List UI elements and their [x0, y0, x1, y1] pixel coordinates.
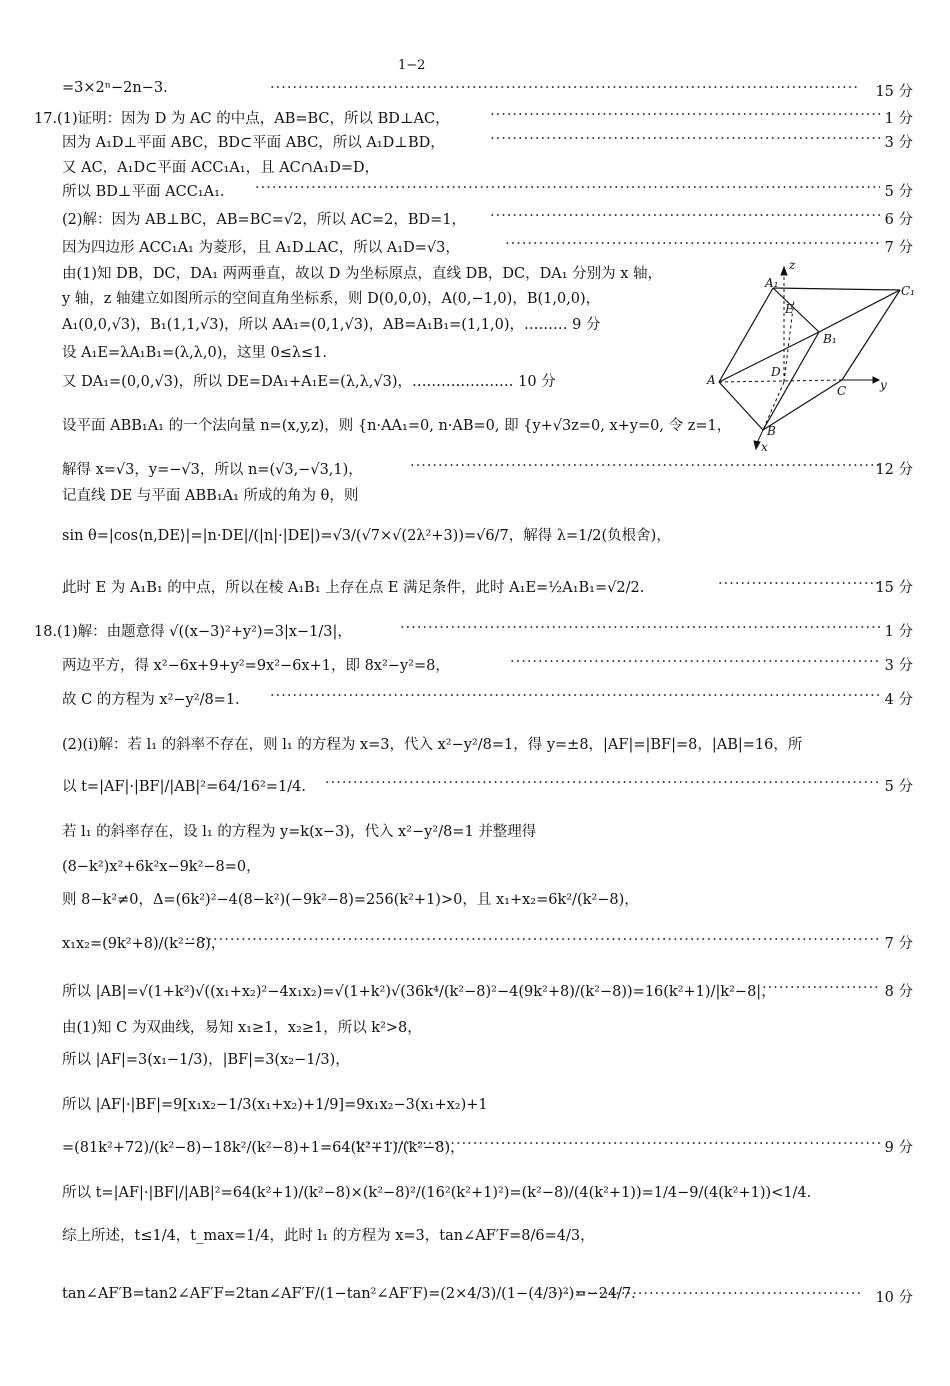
text-line: 则 8−k²≠0，Δ=(6k²)²−4(8−k²)(−9k²−8)=256(k²+1)>0，且 x₁+x₂=6k²/(k²−8)，	[62, 892, 639, 908]
dot-leader	[490, 131, 880, 147]
text-line: 所以 BD⊥平面 ACC₁A₁.	[62, 184, 225, 200]
score-points: 1 分	[884, 111, 913, 127]
score-points: 7 分	[884, 936, 913, 952]
text-line: (8−k²)x²+6k²x−9k²−8=0，	[62, 859, 261, 875]
score-points: 6 分	[884, 212, 913, 228]
label-C1: C₁	[901, 284, 915, 298]
text-line: 又 DA₁=(0,0,√3)，所以 DE=DA₁+A₁E=(λ,λ,√3)，………………… 10 分	[62, 374, 556, 390]
text-line: 综上所述，t≤1/4，t_max=1/4，此时 l₁ 的方程为 x=3，tan∠AF′F=8/6=4/3，	[62, 1228, 595, 1244]
dot-leader	[185, 932, 880, 948]
dot-leader	[325, 775, 880, 791]
dot-leader	[270, 688, 880, 704]
z-arrow	[781, 267, 787, 275]
text-line: 解得 x=√3，y=−√3，所以 n=(√3,−√3,1)，	[62, 462, 363, 478]
text-line: A₁(0,0,√3)，B₁(1,1,√3)，所以 AA₁=(0,1,√3)，AB=A₁B₁=(1,1,0)，……… 9 分	[62, 317, 601, 333]
label-B: B	[767, 424, 776, 438]
score-points: 15 分	[875, 580, 913, 596]
score-points: 3 分	[884, 135, 913, 151]
text-line: 若 l₁ 的斜率存在，设 l₁ 的方程为 y=k(x−3)，代入 x²−y²/8=1 并整理得	[62, 824, 537, 840]
text-line: 由(1)知 DB，DC，DA₁ 两两垂直，故以 D 为坐标原点，直线 DB，DC，DA₁ 分别为 x 轴，	[62, 266, 663, 282]
text-line: 又 AC，A₁D⊂平面 ACC₁A₁，且 AC∩A₁D=D，	[62, 160, 380, 176]
label-x: x	[761, 440, 768, 454]
dot-leader	[400, 620, 880, 636]
dot-leader	[490, 107, 880, 123]
text-line: 所以 |AF|=3(x₁−1/3)，|BF|=3(x₂−1/3)，	[62, 1052, 350, 1068]
text-line: 因为四边形 ACC₁A₁ 为菱形，且 A₁D⊥AC，所以 A₁D=√3，	[62, 240, 460, 256]
text-line: 18.(1)解：由题意得 √((x−3)²+y²)=3|x−1/3|，	[34, 624, 352, 640]
score-points: 5 分	[884, 184, 913, 200]
score-points: 10 分	[875, 1290, 913, 1306]
label-E: E	[785, 302, 794, 316]
text-line: 因为 A₁D⊥平面 ABC，BD⊂平面 ABC，所以 A₁D⊥BD，	[62, 135, 445, 151]
edge-AC-dashed	[719, 380, 842, 382]
text-line: y 轴，z 轴建立如图所示的空间直角坐标系，则 D(0,0,0)，A(0,−1,0)，B(1,0,0)，	[62, 291, 601, 307]
x-arrow	[754, 441, 760, 449]
text-line: 此时 E 为 A₁B₁ 的中点，所以在棱 A₁B₁ 上存在点 E 满足条件，此时 A₁E=½A₁B₁=√2/2.	[62, 580, 645, 596]
score-points: 3 分	[884, 658, 913, 674]
score-points: 7 分	[884, 240, 913, 256]
label-D: D	[771, 365, 781, 379]
text-line: tan∠AF′B=tan2∠AF′F=2tan∠AF′F/(1−tan²∠AF′F)=(2×4/3)/(1−(4/3)²)=−24/7.	[62, 1286, 636, 1302]
text-line: 17.(1)证明：因为 D 为 AC 的中点，AB=BC，所以 BD⊥AC，	[34, 111, 450, 127]
edge-C1C	[842, 290, 900, 380]
text-line: 所以 |AF|·|BF|=9[x₁x₂−1/3(x₁+x₂)+1/9]=9x₁x₂−3(x₁+x₂)+1	[62, 1097, 488, 1113]
label-A1: A₁	[765, 276, 779, 290]
text-line: x₁x₂=(9k²+8)/(k²−8)，	[62, 936, 226, 952]
dot-leader	[270, 80, 860, 96]
coordinate-figure	[705, 255, 920, 455]
text-line: =(81k²+72)/(k²−8)−18k²/(k²−8)+1=64(k²+1)/(k²−8)，	[62, 1140, 465, 1156]
text-line: 两边平方，得 x²−6x+9+y²=9x²−6x+1，即 8x²−y²=8，	[62, 658, 450, 674]
text-line: 所以 t=|AF|·|BF|/|AB|²=64(k²+1)/(k²−8)×(k²−8)²/(16²(k²+1)²)=(k²−8)/(4(k²+1))=1/4−9/(4(k²+1))<1/4.	[62, 1185, 812, 1201]
text-line: (2)(i)解：若 l₁ 的斜率不存在，则 l₁ 的方程为 x=3，代入 x²−y²/8=1，得 y=±8，|AF|=|BF|=8，|AB|=16，所	[62, 737, 803, 753]
text-line: 由(1)知 C 为双曲线，易知 x₁≥1，x₂≥1，所以 k²>8，	[62, 1020, 422, 1036]
edge-A1C1	[773, 288, 900, 290]
text-line: 记直线 DE 与平面 ABB₁A₁ 所成的角为 θ，则	[62, 488, 359, 504]
score-points: 12 分	[875, 462, 913, 478]
edge-AB	[719, 382, 763, 430]
text-line: 所以 |AB|=√(1+k²)√((x₁+x₂)²−4x₁x₂)=√(1+k²)√(36k⁴/(k²−8)²−4(9k²+8)/(k²−8))=16(k²+1)/|k²−8|，	[62, 984, 776, 1000]
text-line: (2)解：因为 AB⊥BC，AB=BC=√2，所以 AC=2，BD=1，	[62, 212, 467, 228]
text-line: 故 C 的方程为 x²−y²/8=1.	[62, 692, 240, 708]
text-line: =3×2ⁿ−2n−3.	[62, 80, 168, 96]
text-line: sin θ=|cos⟨n,DE⟩|=|n·DE|/(|n|·|DE|)=√3/(√7×√(2λ²+3))=√6/7，解得 λ=1/2(负根舍)，	[62, 528, 671, 544]
dot-leader	[510, 654, 880, 670]
dot-leader	[505, 236, 880, 252]
score-points: 15 分	[875, 84, 913, 100]
label-C: C	[837, 384, 847, 398]
text-line: 设平面 ABB₁A₁ 的一个法向量 n=(x,y,z)，则 {n·AA₁=0, n·AB=0, 即 {y+√3z=0, x+y=0, 令 z=1，	[62, 418, 732, 434]
edge-B1C1	[819, 290, 900, 332]
dot-leader	[255, 180, 880, 196]
edge-A1B1	[773, 288, 819, 332]
edge-BC	[763, 380, 842, 430]
label-B1: B₁	[823, 332, 837, 346]
dot-leader	[718, 576, 880, 592]
label-y: y	[880, 378, 887, 392]
score-points: 1 分	[884, 624, 913, 640]
dot-leader	[490, 208, 880, 224]
label-z: z	[789, 258, 796, 272]
score-points: 4 分	[884, 692, 913, 708]
dot-leader	[762, 980, 880, 996]
y-arrow	[873, 377, 879, 383]
text-line: 设 A₁E=λA₁B₁=(λ,λ,0)，这里 0≤λ≤1.	[62, 345, 328, 361]
page-fragment: 1−2	[398, 58, 426, 73]
score-points: 9 分	[884, 1140, 913, 1156]
score-points: 8 分	[884, 984, 913, 1000]
dot-leader	[410, 458, 880, 474]
dot-leader	[548, 1286, 860, 1302]
score-points: 5 分	[884, 779, 913, 795]
dot-leader	[355, 1136, 880, 1152]
label-A: A	[707, 373, 716, 387]
text-line: 以 t=|AF|·|BF|/|AB|²=64/16²=1/4.	[62, 779, 306, 795]
